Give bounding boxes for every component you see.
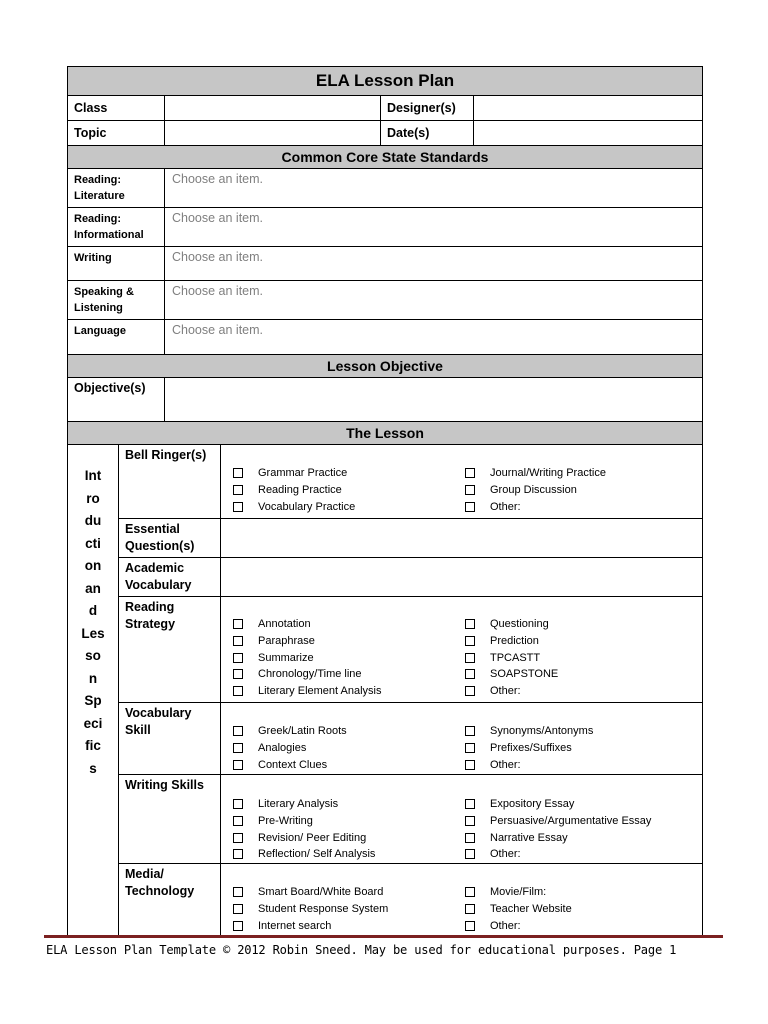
checkbox-option[interactable] — [233, 683, 465, 700]
option-label: Greek/Latin Roots — [258, 725, 347, 738]
checkbox-icon[interactable] — [233, 619, 243, 629]
checkbox-icon[interactable] — [465, 760, 475, 770]
option-label: Pre-Writing — [258, 815, 313, 828]
checkbox-option[interactable] — [233, 498, 465, 515]
standard-label-line: Literature — [74, 190, 125, 202]
checkbox-option[interactable] — [465, 756, 697, 773]
option-label: Journal/Writing Practice — [490, 467, 606, 480]
checkbox-icon[interactable] — [233, 833, 243, 843]
option-label: Literary Element Analysis — [258, 685, 382, 698]
option-label: Persuasive/Argumentative Essay — [490, 815, 652, 828]
class-label: Class — [68, 96, 165, 121]
option-column-left — [233, 616, 465, 699]
checkbox-option[interactable] — [465, 498, 697, 515]
checkbox-option[interactable] — [465, 884, 697, 901]
option-grid — [221, 703, 702, 773]
date-field[interactable] — [474, 121, 703, 146]
checkbox-icon[interactable] — [233, 743, 243, 753]
label-line: Question(s) — [125, 539, 195, 553]
standard-dropdown-reading-informational[interactable]: Choose an item. — [165, 208, 703, 247]
checkbox-option[interactable] — [465, 813, 697, 830]
checkbox-icon[interactable] — [233, 921, 243, 931]
checkbox-option[interactable] — [465, 482, 697, 499]
option-label: Reflection/ Self Analysis — [258, 848, 376, 861]
checkbox-option[interactable] — [465, 666, 697, 683]
standard-label-line: Reading: — [74, 213, 122, 225]
option-label: Prefixes/Suffixes — [490, 742, 572, 755]
header-table — [67, 66, 703, 146]
option-grid — [221, 597, 702, 699]
side-label-part: n — [88, 670, 98, 686]
checkbox-option[interactable] — [465, 616, 697, 633]
checkbox-icon[interactable] — [465, 921, 475, 931]
side-label-part: Int — [84, 468, 102, 483]
option-label: Other: — [490, 919, 521, 932]
option-label: Summarize — [258, 651, 314, 664]
option-column-right — [465, 616, 697, 699]
option-label: Analogies — [258, 742, 307, 755]
designer-field[interactable] — [474, 96, 703, 121]
checkbox-icon[interactable] — [233, 887, 243, 897]
vocabulary-skill-label — [119, 703, 221, 775]
class-field[interactable] — [165, 96, 381, 121]
checkbox-option[interactable] — [465, 740, 697, 757]
writing-skills-options — [221, 775, 703, 864]
topic-label: Topic — [68, 121, 165, 146]
checkbox-icon[interactable] — [465, 636, 475, 646]
media-technology-label — [119, 864, 221, 937]
option-label: Questioning — [490, 618, 549, 631]
option-label: Annotation — [258, 618, 311, 631]
checkbox-icon[interactable] — [233, 636, 243, 646]
option-grid — [221, 445, 702, 515]
checkbox-icon[interactable] — [233, 799, 243, 809]
option-label: Other: — [490, 685, 521, 698]
option-grid — [221, 864, 702, 934]
option-label: Reading Practice — [258, 484, 342, 497]
label-line: Academic — [125, 561, 185, 575]
checkbox-option[interactable] — [465, 796, 697, 813]
option-label: SOAPSTONE — [490, 668, 559, 681]
standard-label-writing — [68, 247, 165, 281]
side-label-part: s — [89, 760, 97, 776]
option-label: Narrative Essay — [490, 831, 568, 844]
checkbox-icon[interactable] — [465, 468, 475, 478]
checkbox-option[interactable] — [233, 846, 465, 863]
checkbox-icon[interactable] — [233, 686, 243, 696]
option-label: Internet search — [258, 919, 332, 932]
writing-skills-label: Writing Skills — [119, 775, 221, 864]
checkbox-option[interactable] — [233, 482, 465, 499]
checkbox-icon[interactable] — [465, 669, 475, 679]
bell-ringer-label: Bell Ringer(s) — [119, 445, 221, 519]
label-line: Vocabulary — [125, 578, 192, 592]
checkbox-option[interactable] — [233, 740, 465, 757]
standard-dropdown-writing[interactable]: Choose an item. — [165, 247, 703, 281]
label-line: Reading — [125, 600, 175, 614]
checkbox-option[interactable] — [465, 917, 697, 934]
objective-heading: Lesson Objective — [68, 355, 703, 378]
side-label-part: Les — [81, 625, 105, 641]
checkbox-icon[interactable] — [233, 849, 243, 859]
standard-label-speaking-listening — [68, 281, 165, 320]
option-column-right — [465, 796, 697, 863]
lesson-plan-form — [67, 66, 702, 937]
checkbox-icon[interactable] — [233, 816, 243, 826]
checkbox-option[interactable] — [465, 465, 697, 482]
option-column-right — [465, 465, 697, 515]
option-column-left — [233, 884, 465, 934]
standard-dropdown-reading-literature[interactable]: Choose an item. — [165, 169, 703, 208]
checkbox-option[interactable] — [233, 723, 465, 740]
side-label-part: an — [85, 580, 101, 596]
side-label-part: cti — [85, 535, 101, 551]
side-label-part: ro — [86, 490, 100, 506]
checkbox-option[interactable] — [233, 756, 465, 773]
checkbox-icon[interactable] — [233, 904, 243, 914]
standard-label-line: Language — [74, 325, 126, 337]
checkbox-icon[interactable] — [465, 686, 475, 696]
checkbox-option[interactable] — [465, 846, 697, 863]
option-label: Group Discussion — [490, 484, 577, 497]
side-label-part: Sp — [84, 693, 102, 708]
option-label: Revision/ Peer Editing — [258, 831, 367, 844]
academic-vocabulary-field[interactable] — [221, 558, 703, 597]
option-label: Other: — [490, 848, 521, 861]
checkbox-icon[interactable] — [465, 726, 475, 736]
essential-question-field[interactable] — [221, 519, 703, 558]
option-column-left — [233, 723, 465, 773]
checkbox-icon[interactable] — [465, 904, 475, 914]
checkbox-icon[interactable] — [465, 833, 475, 843]
checkbox-option[interactable] — [233, 616, 465, 633]
option-label: Other: — [490, 758, 521, 771]
checkbox-option[interactable] — [465, 683, 697, 700]
designer-label: Designer(s) — [381, 96, 474, 121]
checkbox-option[interactable] — [233, 649, 465, 666]
standard-label-reading-informational — [68, 208, 165, 247]
checkbox-icon[interactable] — [465, 887, 475, 897]
option-label: Grammar Practice — [258, 467, 348, 480]
checkbox-option[interactable] — [465, 829, 697, 846]
checkbox-icon[interactable] — [465, 485, 475, 495]
side-label-part: eci — [83, 715, 103, 731]
standard-label-line: Reading: — [74, 174, 122, 186]
standards-table — [67, 145, 703, 445]
label-line: Media/ — [125, 867, 164, 881]
media-technology-options — [221, 864, 703, 937]
checkbox-icon[interactable] — [233, 726, 243, 736]
option-label: Vocabulary Practice — [258, 500, 356, 513]
standard-label-line: Listening — [74, 302, 123, 314]
checkbox-icon[interactable] — [233, 669, 243, 679]
side-label-part: du — [84, 513, 102, 528]
standard-label-language — [68, 320, 165, 355]
checkbox-option[interactable] — [465, 633, 697, 650]
checkbox-icon[interactable] — [465, 816, 475, 826]
page-title: ELA Lesson Plan — [68, 67, 703, 96]
objective-label: Objective(s) — [68, 378, 165, 422]
standard-dropdown-language[interactable]: Choose an item. — [165, 320, 703, 355]
checkbox-icon[interactable] — [465, 743, 475, 753]
option-label: Other: — [490, 500, 521, 513]
standard-label-line: Speaking & — [74, 286, 134, 298]
intro-side-label — [68, 445, 119, 937]
label-line: Essential — [125, 522, 180, 536]
page-footer: ELA Lesson Plan Template © 2012 Robin Sneed. May be used for educational purposes. Page 1 — [46, 943, 677, 957]
option-label: Expository Essay — [490, 798, 575, 811]
checkbox-option[interactable] — [233, 829, 465, 846]
objective-field[interactable] — [165, 378, 703, 422]
standard-label-reading-literature — [68, 169, 165, 208]
academic-vocabulary-label — [119, 558, 221, 597]
side-label-part: fic — [85, 738, 101, 753]
checkbox-icon[interactable] — [465, 799, 475, 809]
label-line: Vocabulary — [125, 706, 192, 720]
side-label-part: on — [84, 558, 102, 573]
lesson-table — [67, 444, 703, 937]
checkbox-icon[interactable] — [465, 849, 475, 859]
reading-strategy-options — [221, 597, 703, 703]
option-column-left — [233, 796, 465, 863]
side-label-part: so — [85, 648, 101, 663]
checkbox-option[interactable] — [233, 465, 465, 482]
checkbox-icon[interactable] — [465, 619, 475, 629]
option-label: Paraphrase — [258, 635, 315, 648]
option-column-right — [465, 723, 697, 773]
checkbox-icon[interactable] — [233, 468, 243, 478]
option-label: Prediction — [490, 635, 539, 648]
checkbox-icon[interactable] — [233, 653, 243, 663]
standard-dropdown-speaking-listening[interactable]: Choose an item. — [165, 281, 703, 320]
bell-ringer-options — [221, 445, 703, 519]
option-label: Student Response System — [258, 903, 389, 916]
option-label: Literary Analysis — [258, 798, 339, 811]
checkbox-option[interactable] — [233, 633, 465, 650]
checkbox-icon[interactable] — [233, 485, 243, 495]
topic-field[interactable] — [165, 121, 381, 146]
side-label-part: d — [88, 603, 98, 618]
checkbox-icon[interactable] — [465, 502, 475, 512]
reading-strategy-label — [119, 597, 221, 703]
checkbox-option[interactable] — [233, 884, 465, 901]
option-label: Teacher Website — [490, 903, 572, 916]
checkbox-option[interactable] — [465, 901, 697, 918]
checkbox-icon[interactable] — [233, 502, 243, 512]
label-line: Technology — [125, 884, 195, 898]
option-label: Synonyms/Antonyms — [490, 725, 594, 738]
checkbox-icon[interactable] — [233, 760, 243, 770]
standard-label-line: Writing — [74, 252, 112, 264]
date-label: Date(s) — [381, 121, 474, 146]
standard-label-line: Informational — [74, 229, 144, 241]
option-column-left — [233, 465, 465, 515]
option-grid — [221, 775, 702, 863]
option-label: Context Clues — [258, 758, 328, 771]
checkbox-option[interactable] — [233, 917, 465, 934]
option-label: Movie/Film: — [490, 886, 547, 899]
checkbox-option[interactable] — [233, 666, 465, 683]
checkbox-option[interactable] — [233, 813, 465, 830]
label-line: Skill — [125, 723, 151, 737]
lesson-heading: The Lesson — [68, 422, 703, 445]
checkbox-option[interactable] — [233, 901, 465, 918]
checkbox-option[interactable] — [465, 649, 697, 666]
option-column-right — [465, 884, 697, 934]
checkbox-icon[interactable] — [465, 653, 475, 663]
checkbox-option[interactable] — [465, 723, 697, 740]
label-line: Strategy — [125, 617, 176, 631]
footer-divider — [44, 935, 723, 938]
checkbox-option[interactable] — [233, 796, 465, 813]
option-label: TPCASTT — [490, 651, 541, 664]
standards-heading: Common Core State Standards — [68, 146, 703, 169]
vocabulary-skill-options — [221, 703, 703, 775]
essential-question-label — [119, 519, 221, 558]
option-label: Chronology/Time line — [258, 668, 362, 681]
option-label: Smart Board/White Board — [258, 886, 384, 899]
